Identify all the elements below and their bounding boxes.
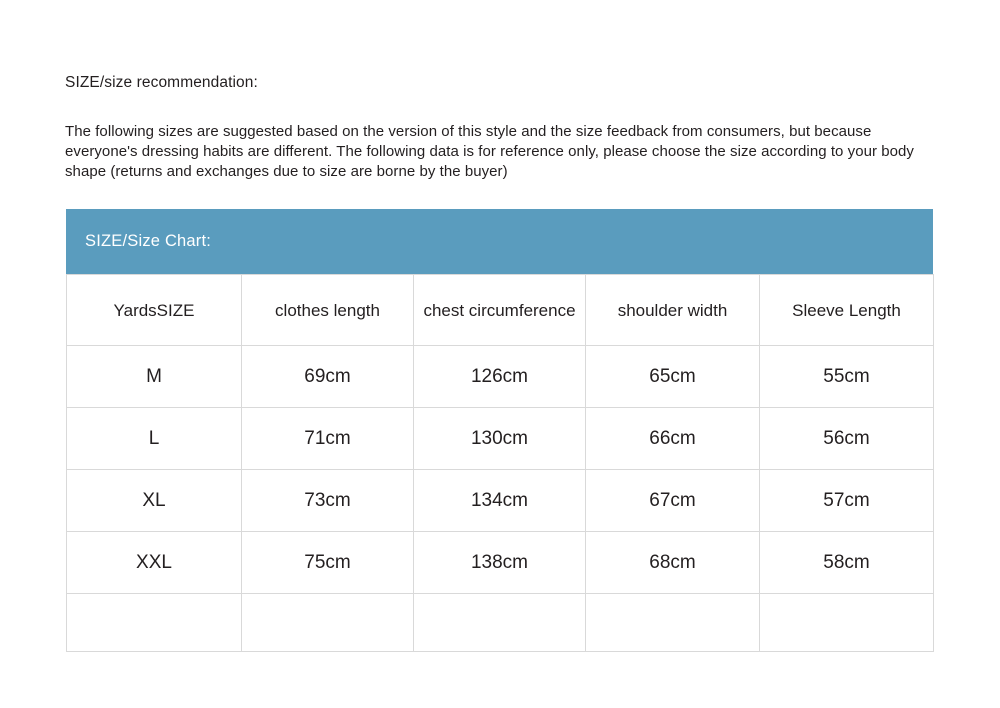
cell-empty: [414, 594, 586, 652]
cell-sleeve: 55cm: [760, 346, 934, 408]
cell-sleeve: 58cm: [760, 532, 934, 594]
column-header-shoulder-width: shoulder width: [586, 275, 760, 346]
cell-sleeve: 57cm: [760, 470, 934, 532]
table-row: [67, 532, 934, 594]
cell-shoulder: 67cm: [586, 470, 760, 532]
cell-size: L: [67, 408, 242, 470]
table-row: [67, 346, 934, 408]
size-chart-title: SIZE/Size Chart:: [85, 232, 212, 250]
column-header-sleeve-length: Sleeve Length: [760, 275, 934, 346]
size-chart-table: [66, 274, 934, 652]
intro-paragraph: The following sizes are suggested based on the version of this style and the size feedback from consumers, but because everyone's dressing habits are different. The following data is for reference only, please choose the size according to your body shape (returns and exchanges due to size are borne by the buyer): [65, 123, 914, 180]
cell-clothes-length: 71cm: [242, 408, 414, 470]
cell-shoulder: 66cm: [586, 408, 760, 470]
column-header-chest-circumference: chest circumference: [414, 275, 586, 346]
cell-empty: [586, 594, 760, 652]
size-chart-table-wrapper: [66, 209, 933, 652]
cell-clothes-length: 75cm: [242, 532, 414, 594]
cell-chest: 138cm: [414, 532, 586, 594]
column-header-size: YardsSIZE: [67, 275, 242, 346]
cell-size: M: [67, 346, 242, 408]
cell-empty: [242, 594, 414, 652]
cell-clothes-length: 69cm: [242, 346, 414, 408]
table-row: [67, 470, 934, 532]
cell-empty: [760, 594, 934, 652]
cell-size: XXL: [67, 532, 242, 594]
cell-size: XL: [67, 470, 242, 532]
table-header-row: [67, 275, 934, 346]
cell-chest: 130cm: [414, 408, 586, 470]
cell-chest: 134cm: [414, 470, 586, 532]
cell-chest: 126cm: [414, 346, 586, 408]
column-header-clothes-length: clothes length: [242, 275, 414, 346]
cell-empty: [67, 594, 242, 652]
cell-shoulder: 68cm: [586, 532, 760, 594]
cell-sleeve: 56cm: [760, 408, 934, 470]
table-row-empty: [67, 594, 934, 652]
table-row: [67, 408, 934, 470]
cell-clothes-length: 73cm: [242, 470, 414, 532]
size-chart-header-bar: [66, 209, 933, 274]
cell-shoulder: 65cm: [586, 346, 760, 408]
page-title: SIZE/size recommendation:: [65, 74, 258, 91]
